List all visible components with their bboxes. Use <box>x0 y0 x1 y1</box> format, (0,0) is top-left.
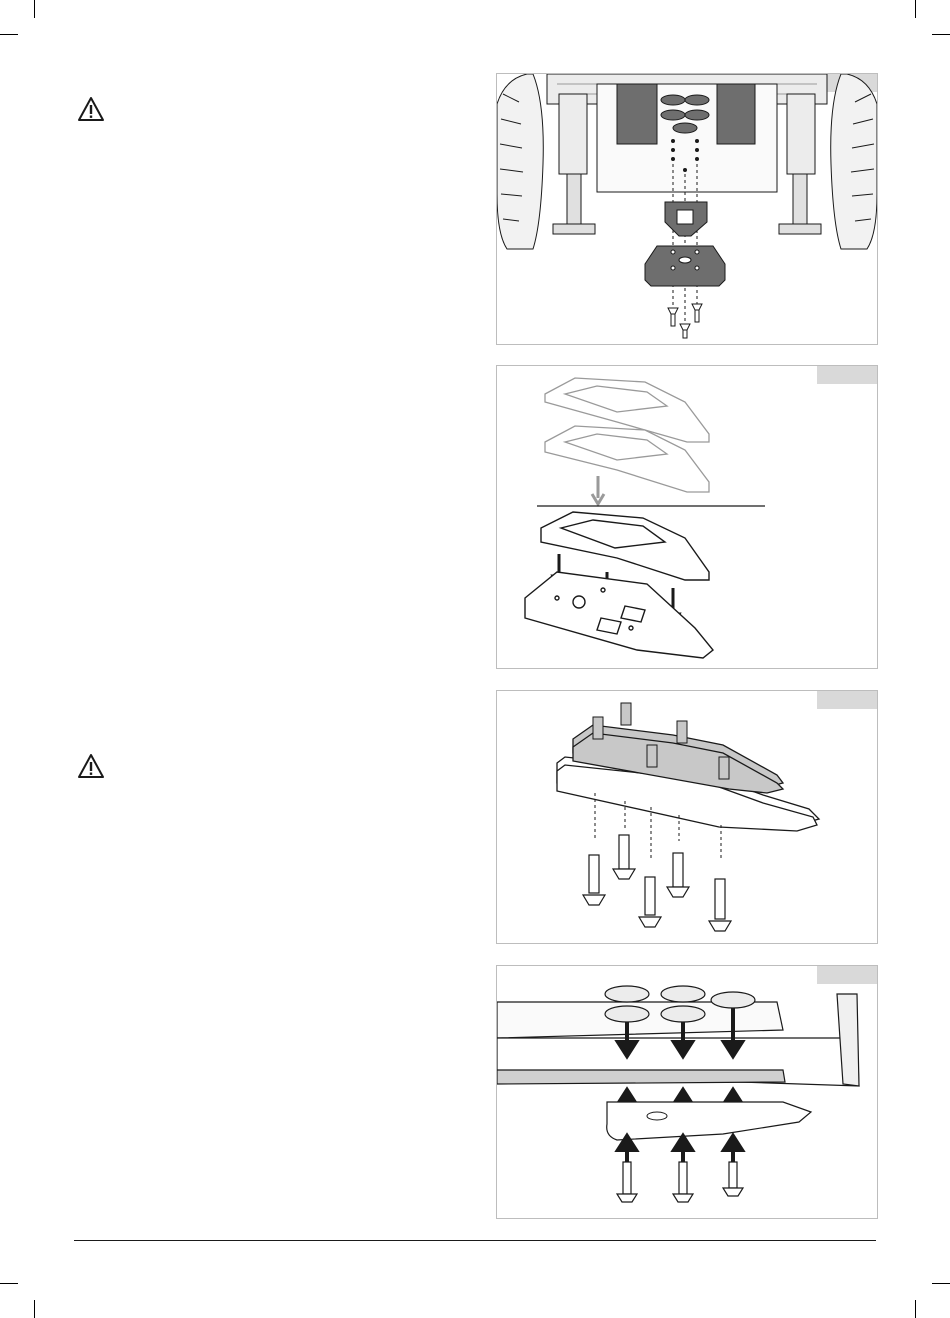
footer-rule <box>74 1240 876 1241</box>
figure-1-panel <box>496 73 878 345</box>
left-skid <box>617 84 657 144</box>
figure-1-illustration <box>497 74 877 344</box>
base-plate <box>525 572 713 658</box>
screws <box>583 835 731 931</box>
screws <box>617 1162 743 1202</box>
crop-mark-top-left-h <box>0 34 18 35</box>
figure-2-illustration <box>497 366 877 668</box>
shim-stack <box>557 725 819 831</box>
crop-mark-top-right-h <box>932 34 950 35</box>
arrows-up <box>618 1136 742 1162</box>
crop-mark-top-left-v <box>34 0 35 18</box>
figure-3-panel <box>496 690 878 944</box>
crop-mark-bottom-left-v <box>34 1300 35 1318</box>
figure-2-panel <box>496 365 878 669</box>
crop-mark-bottom-right-v <box>915 1300 916 1318</box>
shim-plate <box>541 512 709 580</box>
arrow-down-gray <box>592 476 604 504</box>
crop-mark-bottom-left-h <box>0 1283 18 1284</box>
crop-mark-bottom-right-h <box>932 1283 950 1284</box>
left-tire <box>497 74 543 249</box>
right-tire <box>831 74 877 249</box>
crop-mark-top-right-v <box>915 0 916 18</box>
warning-triangle-icon <box>77 753 105 779</box>
figure-3-illustration <box>497 691 877 943</box>
figure-4-panel <box>496 965 878 1219</box>
base-plate <box>607 1102 811 1140</box>
right-skid <box>717 84 755 144</box>
figure-4-illustration <box>497 966 877 1218</box>
warning-triangle-icon <box>77 96 105 122</box>
base-plate <box>645 246 725 286</box>
